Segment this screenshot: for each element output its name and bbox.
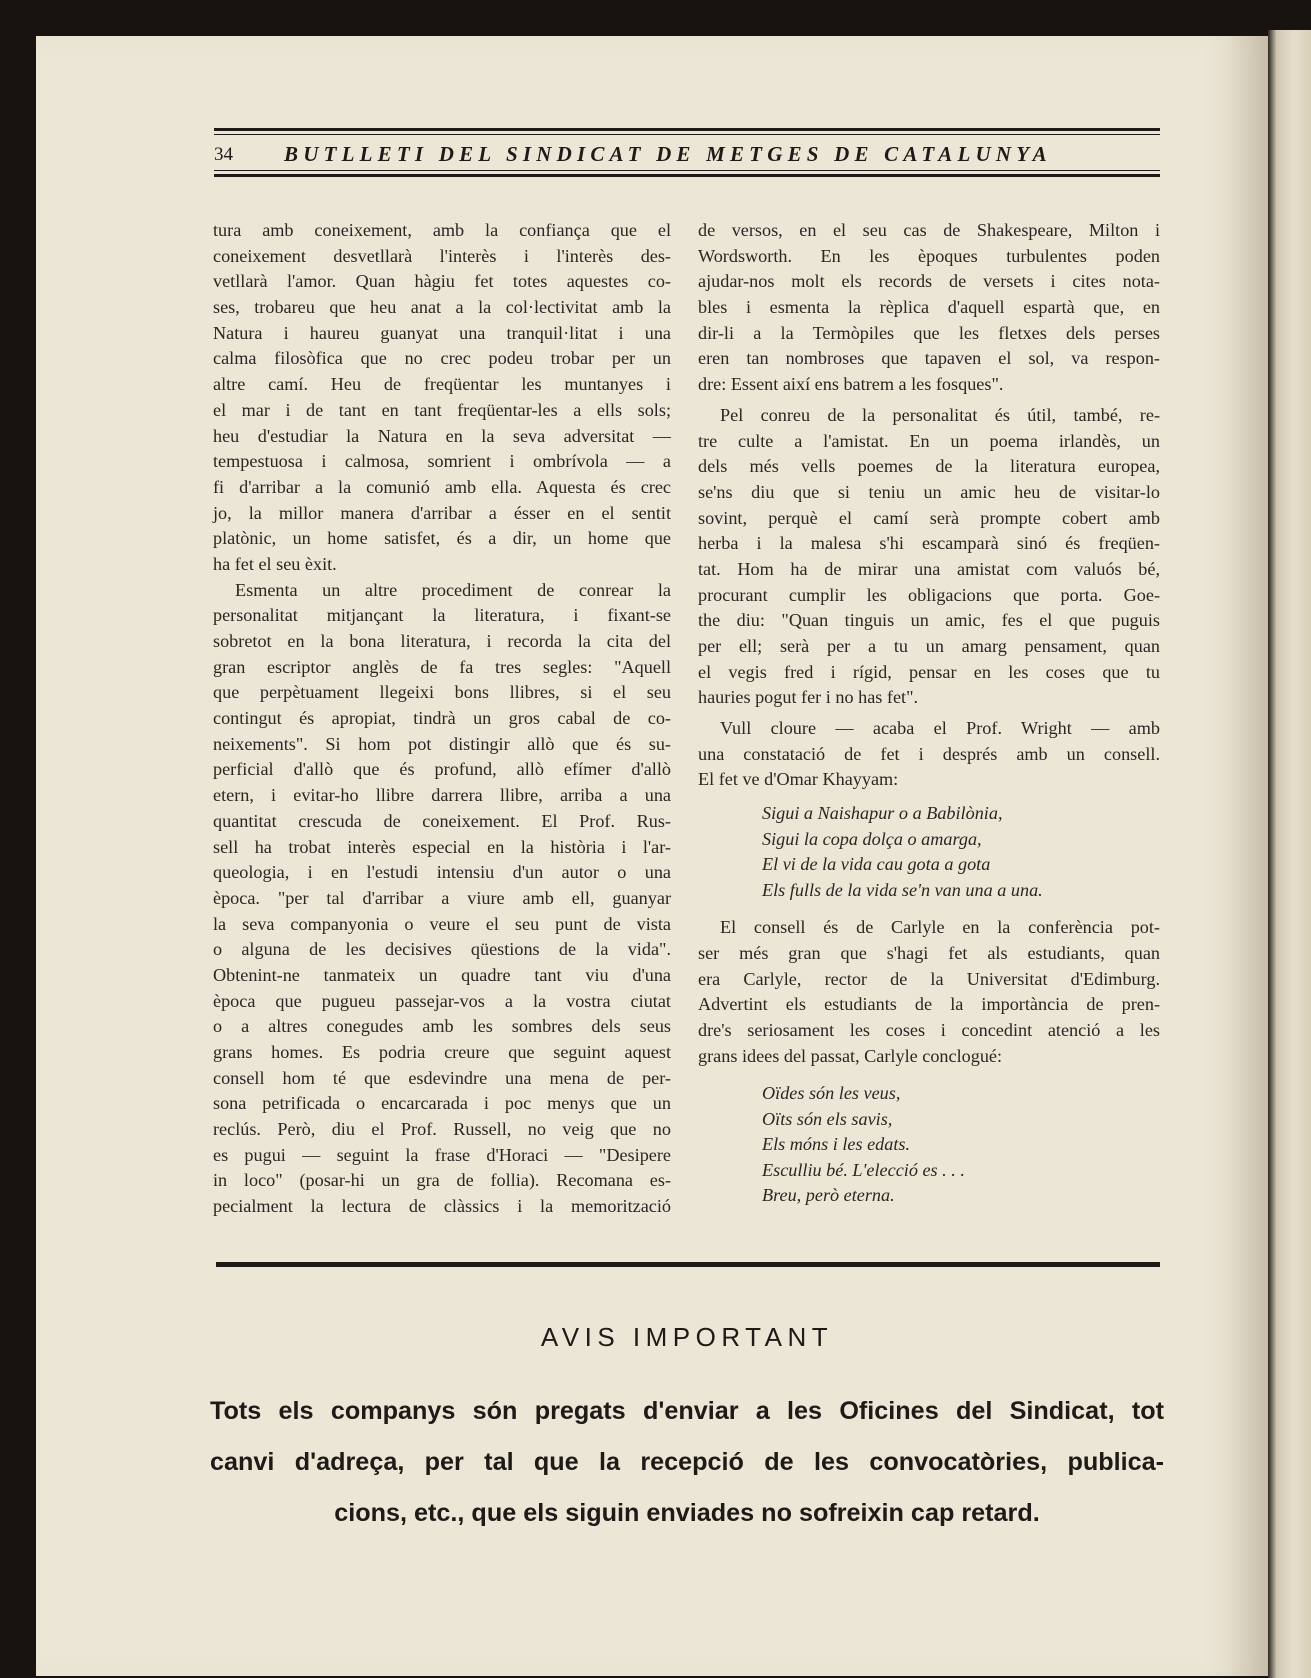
text-line: època que pugueu passejar-vos a la vostra ciutat — [213, 990, 671, 1011]
text-line: sell ha trobat interès especial en la història i l'ar- — [213, 836, 671, 857]
text-line: grans idees del passat, Carlyle conclogué: — [698, 1045, 1003, 1066]
text-line: jo, la millor manera d'arribar a ésser en el sentit — [213, 502, 671, 523]
text-line: Obtenint-ne tanmateix un quadre tant viu d'una — [213, 964, 671, 985]
text-line: queologia, i en l'estudi intensiu d'un autor o una — [213, 862, 671, 883]
text-line: sovint, perquè el camí serà prompte cobert amb — [698, 507, 1160, 528]
text-line: reclús. Però, diu el Prof. Russell, no veig que no — [213, 1119, 671, 1140]
text-line: o a altres conegudes amb les sombres dels seus — [213, 1016, 671, 1037]
text-line: personalitat mitjançant la literatura, i fixant-se — [213, 605, 671, 626]
header-rule-top — [214, 128, 1160, 131]
text-line: Esmenta un altre procediment de conrear la — [235, 579, 671, 600]
text-line: Pel conreu de la personalitat és útil, també, re- — [720, 404, 1160, 425]
text-line: pecialment la lectura de clàssics i la memorització — [213, 1196, 671, 1217]
text-line: eren tan nombroses que tapaven el sol, va respon- — [698, 348, 1160, 369]
text-line: dir-li a la Termòpiles que les fletxes dels perses — [698, 322, 1160, 343]
text-line: dre's seriosament les coses i concedint atenció a les — [698, 1019, 1160, 1040]
text-line: dre: Essent així ens batrem a les fosques". — [698, 374, 1004, 395]
verse-line: El vi de la vida cau gota a gota — [762, 854, 991, 875]
text-line: Vull cloure — acaba el Prof. Wright — amb — [720, 718, 1160, 739]
text-line: El consell és de Carlyle en la conferència pot- — [720, 917, 1160, 938]
text-line: era Carlyle, rector de la Universitat d'Edimburg. — [698, 968, 1160, 989]
text-line: quantitat crescuda de coneixement. El Prof. Rus- — [213, 810, 671, 831]
text-line: contingut és apropiat, tindrà un gros cabal de co- — [213, 708, 671, 729]
text-line: vetllarà l'amor. Quan hàgiu fet totes aquestes co- — [213, 271, 671, 292]
text-line: una constatació de fet i després amb un consell. — [698, 743, 1160, 764]
text-line: tempestuosa i calmosa, somrient i ombrívola — a — [213, 451, 671, 472]
text-line: de versos, en el seu cas de Shakespeare, Milton i — [698, 220, 1160, 240]
text-line: ser més gran que s'hagi fet als estudiants, quan — [698, 942, 1160, 963]
text-line: ses, trobareu que heu anat a la col·lectivitat amb la — [213, 297, 671, 318]
text-line: gran escriptor anglès de fa tres segles: "Aquell — [213, 656, 671, 677]
text-line: per ell; serà per a tu un amarg pensament, quan — [698, 636, 1160, 656]
verse-line: Esculliu bé. L'elecció es . . . — [762, 1159, 965, 1180]
text-line: calma filosòfica que no crec podeu trobar per un — [213, 348, 671, 369]
text-line: altre camí. Heu de freqüentar les muntanyes i — [213, 374, 671, 395]
text-line: època. "per tal d'arribar a viure amb ell, guanyar — [213, 887, 671, 908]
text-line: sobretot en la bona literatura, i recorda la cita del — [213, 631, 671, 651]
running-header — [214, 142, 1160, 170]
text-line: platònic, un home satisfet, és a dir, un home que — [213, 528, 671, 549]
text-line: grans homes. Es podria creure que seguint aquest — [213, 1042, 671, 1062]
text-line: que perpètuament llegeixi bons llibres, si el seu — [213, 682, 671, 703]
text-line: ajudar-nos molt els records de versets i cites nota- — [698, 271, 1160, 292]
text-line: tat. Hom ha de mirar una amistat com valuós bé, — [698, 558, 1160, 579]
text-line: coneixement desvetllarà l'interès i l'interès des- — [213, 245, 671, 266]
text-line: tura amb coneixement, amb la confiança que el — [213, 220, 671, 240]
notice-line: cions, etc., que els siguin enviades no sofreixin cap retard. — [334, 1499, 1040, 1527]
text-line: dels més vells poemes de la literatura europea, — [698, 456, 1160, 477]
notice-body — [210, 1386, 1164, 1539]
verse-line: Sigui a Naishapur o a Babilònia, — [762, 803, 1003, 824]
text-line: tre culte a l'amistat. En un poema irlandès, un — [698, 430, 1160, 451]
text-line: consell hom té que esdevindre una mena de per- — [213, 1067, 671, 1088]
notice-line: Tots els companys són pregats d'enviar a les Oficines del Sindicat, tot — [210, 1397, 1164, 1425]
text-line: es pugui — seguint la frase d'Horaci — "Desipere — [213, 1144, 671, 1165]
verse-line: Els fulls de la vida se'n van una a una. — [762, 879, 1043, 900]
verse-block — [698, 801, 1160, 903]
text-line: bles i esmenta la rèplica d'aquell espartà que, en — [698, 297, 1160, 318]
text-line: Wordsworth. En les èpoques turbulentes poden — [698, 245, 1160, 266]
text-line: ha fet el seu èxit. — [213, 553, 337, 574]
verse-block — [698, 1081, 1160, 1209]
right-column — [698, 218, 1160, 1209]
text-line: fi d'arribar a la comunió amb ella. Aquesta és crec — [213, 476, 671, 497]
text-line: el mar i de tant en tant freqüentar-les a ells sols; — [213, 399, 671, 420]
left-column — [213, 218, 671, 1220]
text-line: se'ns diu que si teniu un amic heu de visitar-lo — [698, 481, 1160, 502]
header-rule-bottom — [214, 174, 1160, 177]
text-line: the diu: "Quan tinguis un amic, fes el que puguis — [698, 610, 1160, 631]
text-line: la seva companyonia o veure el seu punt de vista — [213, 913, 671, 934]
text-line: perficial d'allò que és profund, allò efímer d'allò — [213, 759, 671, 780]
verse-line: Breu, però eterna. — [762, 1185, 895, 1206]
text-line: etern, i evitar-ho llibre darrera llibre, arriba a una — [213, 785, 671, 806]
text-line: in loco" (posar-hi un gra de follia). Recomana es- — [213, 1170, 671, 1191]
text-line: Advertint els estudiants de la importància de pren- — [698, 994, 1160, 1015]
text-line: heu d'estudiar la Natura en la seva adversitat — — [213, 425, 671, 446]
notice-title: AVIS IMPORTANT — [540, 1322, 834, 1352]
verse-line: Oïts són els savis, — [762, 1108, 893, 1129]
text-line: herba i la malesa s'hi escamparà sinó és freqüen- — [698, 533, 1160, 554]
notice-line: canvi d'adreça, per tal que la recepció de les convocatòries, publica- — [210, 1448, 1164, 1476]
header-rule-top-thin — [214, 134, 1160, 135]
text-line: neixements". Si hom pot distingir allò que és su- — [213, 733, 671, 754]
book-edge — [1268, 30, 1311, 1678]
text-line: hauries pogut fer i no has fet". — [698, 687, 919, 708]
text-line: procurant cumplir les obligacions que porta. Goe- — [698, 584, 1160, 605]
journal-title: BUTLLETI DEL SINDICAT DE METGES DE CATALUNYA — [284, 142, 1052, 166]
text-line: El fet ve d'Omar Khayyam: — [698, 769, 899, 790]
text-line: el vegis fred i rígid, pensar en les coses que tu — [698, 661, 1160, 682]
page-number: 34 — [214, 144, 233, 165]
verse-line: Oïdes són les veus, — [762, 1083, 901, 1104]
text-line: o alguna de les decisives qüestions de la vida". — [213, 939, 671, 960]
header-rule-bottom-thin — [214, 170, 1160, 171]
verse-line: Els móns i les edats. — [762, 1134, 911, 1155]
text-line: sona petrificada o encarcarada i poc menys que un — [213, 1093, 671, 1114]
verse-line: Sigui la copa dolça o amarga, — [762, 828, 982, 849]
section-divider — [216, 1262, 1160, 1267]
text-line: Natura i haureu guanyat una tranquil·litat i una — [213, 322, 671, 343]
